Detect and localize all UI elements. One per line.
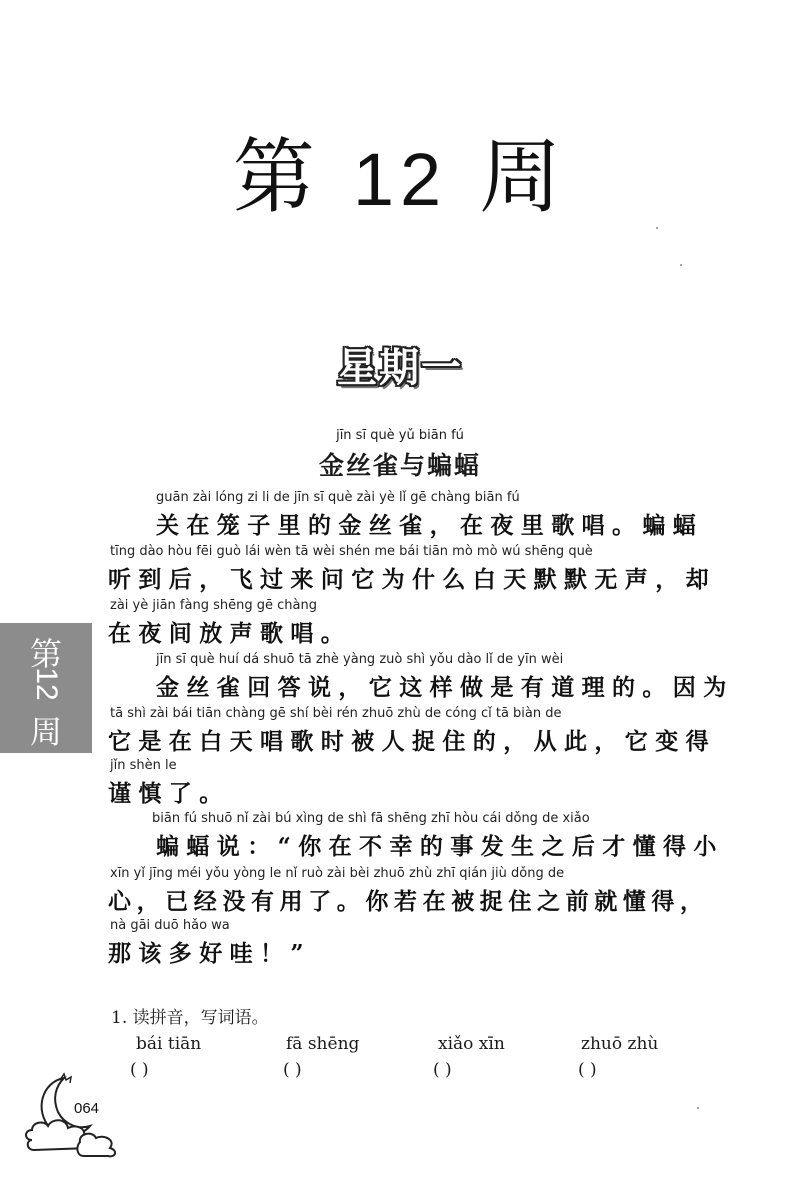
- text-line: 在夜间放声歌唱。: [108, 620, 352, 647]
- exercise-blank[interactable]: ( ): [283, 1060, 302, 1080]
- scan-speck: [656, 227, 658, 229]
- exercise-blank[interactable]: ( ): [433, 1060, 452, 1080]
- pinyin-line: jīn sī què huí dá shuō tā zhè yàng zuò shì yǒu dào lǐ de yīn wèi: [156, 652, 564, 667]
- exercise-title: 1. 读拼音，写词语。: [111, 1008, 269, 1028]
- exercise-pinyin: zhuō zhù: [581, 1034, 659, 1054]
- text-line: 金丝雀回答说，它这样做是有道理的。因为: [156, 674, 734, 701]
- week-title: [0, 112, 800, 229]
- week-number: 12: [352, 138, 448, 221]
- side-tab-number: 12: [30, 667, 63, 701]
- scan-speck: [680, 264, 682, 266]
- pinyin-line: biān fú shuō nǐ zài bú xìng de shì fā shēng zhī hòu cái dǒng de xiǎo: [152, 811, 590, 826]
- text-line: 它是在白天唱歌时被人捉住的，从此，它变得: [108, 728, 716, 755]
- exercise-pinyin: bái tiān: [136, 1034, 202, 1054]
- page-number: 064: [74, 1100, 100, 1117]
- pinyin-line: xīn yǐ jīng méi yǒu yòng le nǐ ruò zài bèi zhuō zhù zhī qián jiù dǒng de: [110, 866, 565, 881]
- pinyin-line: tā shì zài bái tiān chàng gē shí bèi rén zhuō zhù de cóng cǐ tā biàn de: [110, 706, 562, 721]
- text-line: 蝙蝠说：“你在不幸的事发生之后才懂得小: [156, 833, 724, 860]
- pinyin-line: jǐn shèn le: [110, 758, 177, 773]
- story-title: 金丝雀与蝙蝠: [318, 451, 481, 480]
- text-line: 谨慎了。: [108, 780, 230, 807]
- week-suffix: 周: [479, 130, 568, 225]
- pinyin-line: zài yè jiān fàng shēng gē chàng: [110, 598, 317, 613]
- exercise-blank[interactable]: ( ): [578, 1060, 597, 1080]
- side-tab-char: 第: [29, 635, 62, 673]
- pinyin-line: tīng dào hòu fēi guò lái wèn tā wèi shén me bái tiān mò mò wú shēng què: [110, 544, 593, 559]
- side-tab-char: 周: [29, 713, 62, 751]
- text-line: 听到后，飞过来问它为什么白天默默无声，却: [108, 566, 716, 593]
- pinyin-line: nà gāi duō hǎo wa: [110, 918, 230, 933]
- week-prefix: 第: [232, 130, 321, 225]
- day-title: 星期一: [337, 345, 463, 391]
- pinyin-line: guān zài lóng zi li de jīn sī què zài yè lǐ gē chàng biān fú: [156, 490, 520, 505]
- story-title-pinyin: jīn sī què yǔ biān fú: [336, 428, 464, 443]
- exercise-blank[interactable]: ( ): [130, 1060, 149, 1080]
- exercise-pinyin: fā shēng: [286, 1034, 360, 1054]
- text-line: 心，已经没有用了。你若在被捉住之前就懂得，: [108, 888, 709, 915]
- side-week-tab: [0, 623, 92, 753]
- scan-speck: [697, 1107, 699, 1109]
- exercise-pinyin: xiǎo xīn: [438, 1034, 505, 1054]
- text-line: 那该多好哇！”: [108, 940, 312, 967]
- text-line: 关在笼子里的金丝雀，在夜里歌唱。蝙蝠: [156, 512, 704, 539]
